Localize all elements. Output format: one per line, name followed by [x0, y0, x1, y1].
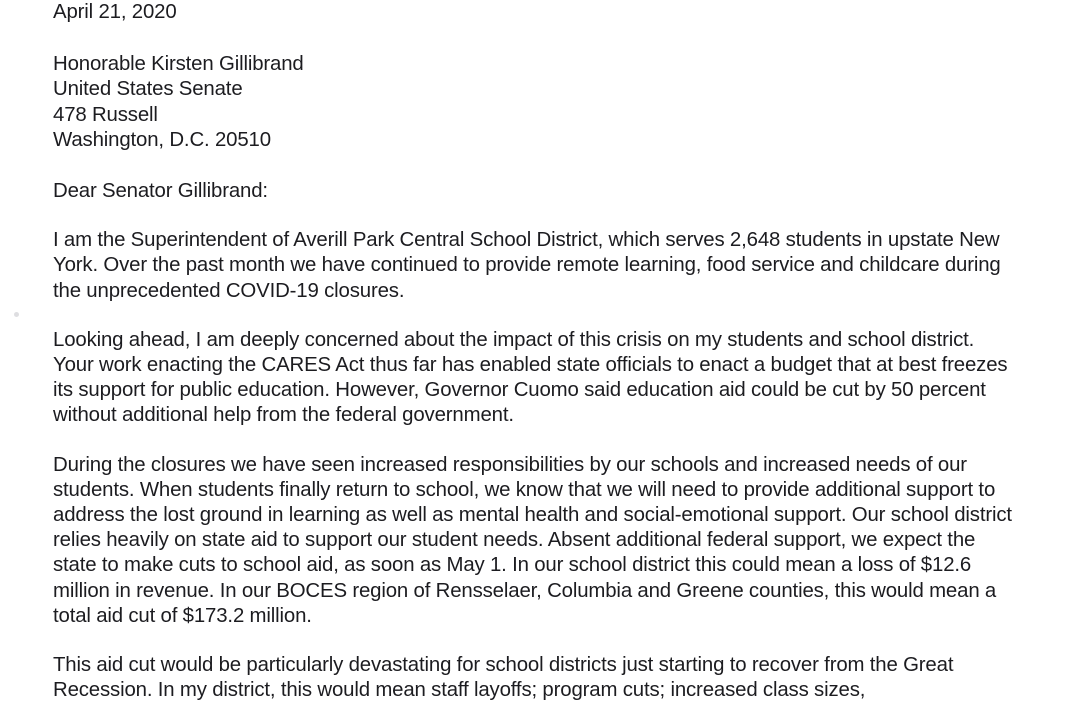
recipient-city-state-zip: Washington, D.C. 20510: [53, 128, 271, 151]
letter-salutation: Dear Senator Gillibrand:: [53, 180, 268, 203]
letter-date: April 21, 2020: [53, 1, 177, 23]
letter-paragraph-3-container: [53, 453, 1020, 629]
letter-paragraph-4-container: [53, 653, 1020, 703]
letter-paragraph-1: I am the Superintendent of Averill Park Central School District, which serves 2,648 students in upstate New York. Over the past month we have continued to provide remote learning, food service and childcare during the unprecedented COVID-19 closures.: [53, 229, 1001, 302]
salutation-block: [53, 179, 1020, 204]
letter-paragraph-1-container: [53, 228, 1020, 304]
recipient-name: Honorable Kirsten Gillibrand: [53, 53, 304, 76]
recipient-address-block: [53, 52, 1020, 153]
letter-paragraph-2: Looking ahead, I am deeply concerned about the impact of this crisis on my students and school district. Your work enacting the CARES Act thus far has enabled state officials to enact a budget that at best freezes its support for public education. However, Governor Cuomo said education aid could be cut by 50 percent without additional help from the federal government.: [53, 328, 1008, 427]
letter-paragraph-4: This aid cut would be particularly devastating for school districts just starting to recover from the Great Recession. In my district, this would mean staff layoffs; program cuts; increased class sizes,: [53, 654, 954, 702]
scan-artifact-speck: [14, 312, 19, 317]
recipient-street: 478 Russell: [53, 103, 158, 126]
recipient-body: United States Senate: [53, 78, 243, 101]
letter-paragraph-2-container: [53, 328, 1020, 429]
letter-date-block: [53, 0, 1020, 25]
letter-paragraph-3: During the closures we have seen increased responsibilities by our schools and increased needs of our students. When students finally return to school, we know that we will need to provide additional support to address the lost ground in learning as well as mental health and social-emotional support. Our school district relies heavily on state aid to support our student needs. Absent additional federal support, we expect the state to make cuts to school aid, as soon as May 1. In our school district this could mean a loss of $12.6 million in revenue. In our BOCES region of Rensselaer, Columbia and Greene counties, this would mean a total aid cut of $173.2 million.: [53, 453, 1012, 627]
